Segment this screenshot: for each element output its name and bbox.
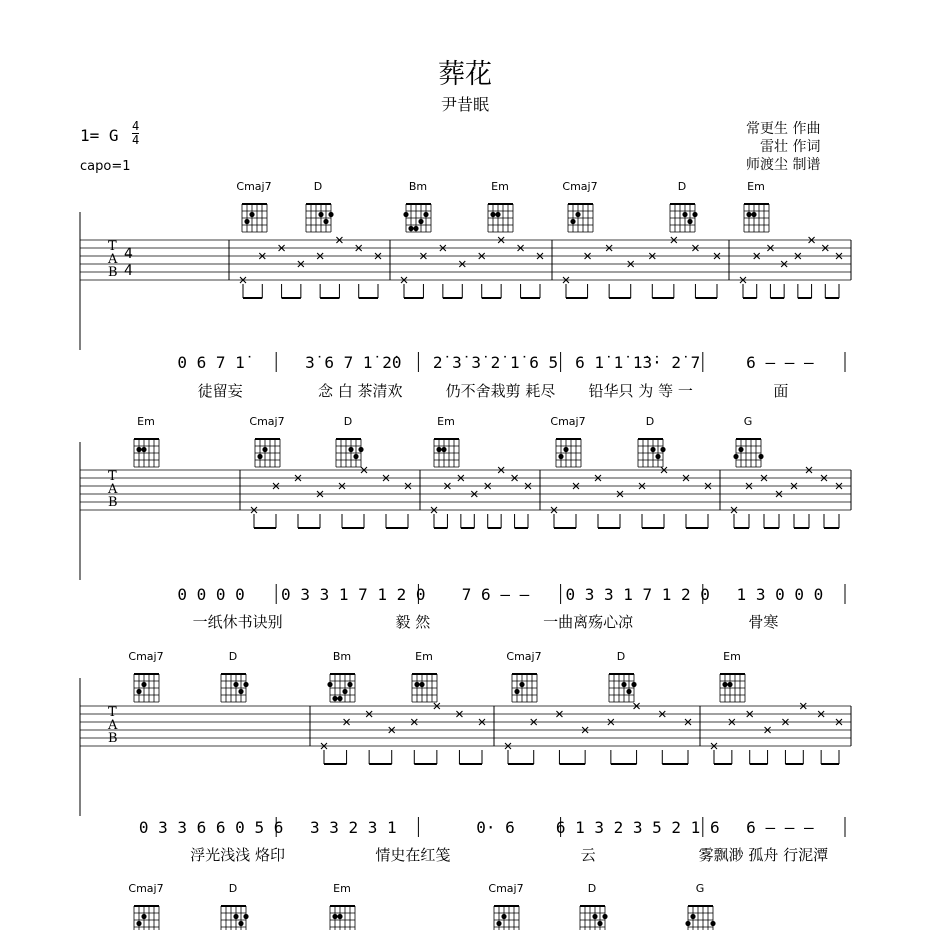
- tab-clef-a: A: [108, 718, 118, 733]
- chord-dot: [403, 212, 408, 217]
- chord-name: D: [343, 415, 353, 428]
- chord-dot: [141, 447, 146, 452]
- notation-measure: 0· 6: [476, 818, 515, 837]
- credit-arranger: 师渡尘 制谱: [746, 157, 821, 173]
- chord-dot: [249, 212, 254, 217]
- time-sig-bottom: 4: [132, 133, 140, 147]
- chord-dot: [746, 212, 751, 217]
- tab-clef-t: T: [108, 705, 117, 720]
- chord-dot: [358, 447, 363, 452]
- chord-em: [434, 415, 459, 467]
- chord-name: Cmaj7: [236, 180, 272, 193]
- chord-dot: [650, 447, 655, 452]
- tab-staff: [80, 442, 851, 580]
- chord-dot: [660, 447, 665, 452]
- lyric-line: 情史在红笺: [375, 846, 451, 864]
- chord-name: Em: [415, 650, 433, 663]
- chord-dot: [722, 682, 727, 687]
- chord-dot: [751, 212, 756, 217]
- chord-name: D: [228, 882, 238, 895]
- chord-g: [733, 415, 763, 467]
- chord-dot: [348, 447, 353, 452]
- lyric-line: 徒留妄: [197, 382, 243, 400]
- chord-dot: [337, 914, 342, 919]
- lyric-line: 浮光浅浅 烙印: [190, 846, 286, 864]
- credit-lyricist: 雷壮 作词: [760, 139, 821, 155]
- lyric-line: 铅华只 为 等 一: [588, 382, 693, 400]
- chord-dot: [353, 454, 358, 459]
- notation-measure: 6 1 3 2 3 5 2 1 6: [555, 818, 720, 837]
- tab-staff: [80, 212, 851, 350]
- notation-measure: 3 3 2 3 1: [309, 818, 397, 837]
- chord-cmaj7: [128, 650, 163, 702]
- chord-dot: [501, 914, 506, 919]
- key-signature: 1= G: [80, 126, 119, 145]
- chord-name: G: [743, 415, 753, 428]
- chord-dot: [514, 689, 519, 694]
- chord-dot: [727, 682, 732, 687]
- chord-em: [720, 650, 745, 702]
- chord-cmaj7: [249, 415, 284, 467]
- chord-cmaj7: [236, 180, 271, 232]
- chord-dot: [490, 212, 495, 217]
- chord-dot: [575, 212, 580, 217]
- chord-dot: [687, 219, 692, 224]
- chord-dot: [419, 682, 424, 687]
- chord-dot: [347, 682, 352, 687]
- chord-dot: [244, 219, 249, 224]
- chord-name: Cmaj7: [128, 882, 164, 895]
- chord-name: Em: [333, 882, 351, 895]
- chord-dot: [682, 212, 687, 217]
- chord-cmaj7: [506, 650, 541, 702]
- notation-measure: 0 3 3 1 7 1 2 0: [281, 585, 426, 604]
- chord-dot: [342, 689, 347, 694]
- lyric-line: 念 白 茶清欢: [318, 382, 403, 400]
- chord-dot: [597, 921, 602, 926]
- chord-g: [685, 882, 715, 930]
- song-title: 葬花: [438, 59, 492, 90]
- chord-dot: [332, 696, 337, 701]
- chord-d: [221, 650, 249, 702]
- tab-clef-t: T: [108, 239, 117, 254]
- chord-dot: [710, 921, 715, 926]
- chord-dot: [318, 212, 323, 217]
- chord-dot: [519, 682, 524, 687]
- chord-dot: [141, 914, 146, 919]
- chord-d: [306, 180, 334, 232]
- time-sig-top: 4: [132, 119, 140, 133]
- chord-name: Em: [491, 180, 509, 193]
- chord-name: D: [228, 650, 238, 663]
- chord-dot: [262, 447, 267, 452]
- song-artist: 尹昔眠: [440, 95, 489, 114]
- tab-clef-a: A: [108, 482, 118, 497]
- notation-measure: 6 1̇ 1̇ 1̇3̇· 2̇ 7: [575, 353, 701, 372]
- lyric-line: 毅 然: [395, 613, 431, 631]
- chord-dot: [337, 696, 342, 701]
- chord-dot: [238, 689, 243, 694]
- chord-dot: [323, 219, 328, 224]
- chord-dot: [136, 447, 141, 452]
- tab-clef-t: T: [108, 469, 117, 484]
- chord-em: [488, 180, 513, 232]
- chord-name: Em: [723, 650, 741, 663]
- chord-bm: [327, 650, 355, 702]
- tab-clef-a: A: [108, 252, 118, 267]
- chord-d: [638, 415, 666, 467]
- chord-name: Em: [437, 415, 455, 428]
- chord-dot: [631, 682, 636, 687]
- chord-name: Cmaj7: [506, 650, 542, 663]
- notation-measure: 3̇ 6 7 1̇ 2̇0: [305, 353, 402, 372]
- notation-measure: 7 6 – –: [461, 585, 530, 604]
- chord-dot: [733, 454, 738, 459]
- chord-cmaj7: [550, 415, 585, 467]
- chord-d: [609, 650, 637, 702]
- chord-dot: [233, 682, 238, 687]
- chord-dot: [414, 682, 419, 687]
- chord-dot: [413, 226, 418, 231]
- chord-dot: [592, 914, 597, 919]
- chord-dot: [692, 212, 697, 217]
- lyric-line: 一纸休书诀别: [192, 613, 283, 631]
- notation-measure: 0 0 0 0: [177, 585, 245, 604]
- tab-clef-b: B: [108, 731, 118, 746]
- chord-name: Cmaj7: [562, 180, 598, 193]
- chord-dot: [436, 447, 441, 452]
- chord-dot: [495, 212, 500, 217]
- chord-dot: [738, 447, 743, 452]
- notation-measure: 0 3 3 1 7 1 2 0: [565, 585, 710, 604]
- tab-clef-b: B: [108, 265, 118, 280]
- chord-em: [744, 180, 769, 232]
- chord-d: [580, 882, 608, 930]
- chord-dot: [690, 914, 695, 919]
- chord-dot: [685, 921, 690, 926]
- chord-dot: [243, 682, 248, 687]
- chord-name: G: [695, 882, 705, 895]
- chord-cmaj7: [562, 180, 597, 232]
- chord-dot: [655, 454, 660, 459]
- chord-name: Em: [747, 180, 765, 193]
- chord-bm: [403, 180, 431, 232]
- credit-composer: 常更生 作曲: [746, 121, 821, 137]
- chord-dot: [141, 682, 146, 687]
- tab-time-top: 4: [124, 246, 133, 262]
- chord-name: Cmaj7: [249, 415, 285, 428]
- lyric-line: 云: [580, 846, 596, 864]
- chord-dot: [327, 682, 332, 687]
- tab-clef-b: B: [108, 495, 118, 510]
- chord-dot: [441, 447, 446, 452]
- chord-d: [336, 415, 364, 467]
- chord-dot: [243, 914, 248, 919]
- chord-name: D: [587, 882, 597, 895]
- chord-name: Bm: [332, 650, 352, 663]
- chord-dot: [418, 219, 423, 224]
- chord-em: [330, 882, 355, 930]
- chord-cmaj7: [488, 882, 523, 930]
- notation-measure: 1 3 0 0 0: [736, 585, 824, 604]
- chord-cmaj7: [128, 882, 163, 930]
- chord-d: [221, 882, 249, 930]
- chord-dot: [758, 454, 763, 459]
- chord-dot: [257, 454, 262, 459]
- chord-dot: [136, 689, 141, 694]
- chord-name: Cmaj7: [488, 882, 524, 895]
- capo-label: capo=1: [80, 159, 131, 174]
- chord-d: [670, 180, 698, 232]
- chord-dot: [136, 921, 141, 926]
- lyric-line: 面: [773, 382, 789, 400]
- tab-time-bottom: 4: [124, 263, 133, 279]
- notation-measure: 6 – – –: [746, 353, 814, 372]
- notation-measure: 0 6 7 1̇: [177, 353, 245, 372]
- chord-dot: [423, 212, 428, 217]
- chord-dot: [570, 219, 575, 224]
- chord-dot: [238, 921, 243, 926]
- chord-dot: [626, 689, 631, 694]
- chord-name: Em: [137, 415, 155, 428]
- notation-measure: 6 – – –: [746, 818, 814, 837]
- lyric-line: 一曲离殇心凉: [543, 613, 634, 631]
- lyric-line: 骨寒: [748, 613, 779, 631]
- chord-name: D: [645, 415, 655, 428]
- chord-name: Bm: [408, 180, 428, 193]
- notation-measure: 2̇ 3̇ 3̇ 2̇ 1̇ 6 5: [432, 353, 559, 372]
- chord-dot: [602, 914, 607, 919]
- chord-name: D: [616, 650, 626, 663]
- chord-em: [134, 415, 159, 467]
- chord-dot: [621, 682, 626, 687]
- lyric-line: 仍不舍栽剪 耗尽: [445, 382, 556, 400]
- chord-dot: [563, 447, 568, 452]
- chord-dot: [558, 454, 563, 459]
- chord-name: Cmaj7: [128, 650, 164, 663]
- chord-dot: [328, 212, 333, 217]
- chord-dot: [496, 921, 501, 926]
- chord-name: D: [677, 180, 687, 193]
- chord-em: [412, 650, 437, 702]
- chord-dot: [332, 914, 337, 919]
- chord-dot: [233, 914, 238, 919]
- lyric-line: 雾飘渺 孤舟 行泥潭: [698, 846, 829, 864]
- notation-measure: 0 3 3 6 6 0 5 6: [138, 818, 284, 837]
- chord-dot: [408, 226, 413, 231]
- chord-name: D: [313, 180, 323, 193]
- chord-name: Cmaj7: [550, 415, 586, 428]
